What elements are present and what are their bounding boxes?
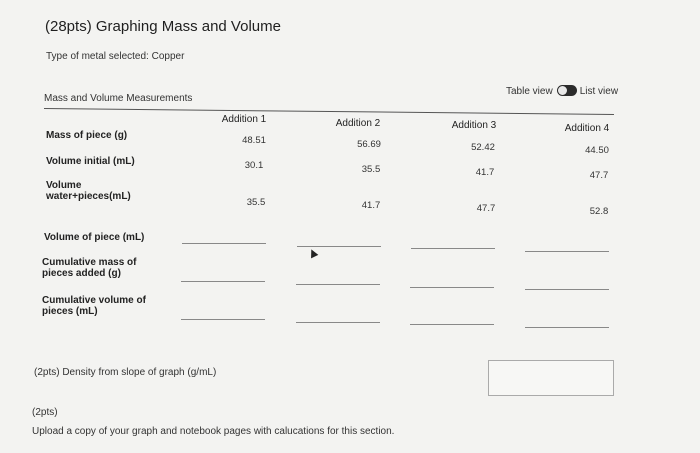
cell-mass-2: 56.69 — [357, 139, 381, 150]
cell-volume-initial-4: 47.7 — [589, 170, 609, 181]
view-toggle-switch[interactable] — [557, 85, 577, 96]
column-header-addition-2: Addition 2 — [335, 118, 381, 129]
input-cumulative-volume-2[interactable] — [296, 322, 380, 323]
cell-mass-1: 48.51 — [242, 135, 266, 146]
input-cumulative-mass-3[interactable] — [410, 287, 494, 288]
upload-instructions: Upload a copy of your graph and notebook pages with calucations for this section. — [32, 426, 395, 437]
input-volume-of-piece-2[interactable] — [297, 246, 381, 247]
input-volume-of-piece-3[interactable] — [411, 248, 495, 249]
page-title: (28pts) Graphing Mass and Volume — [45, 18, 281, 35]
cell-volume-initial-2: 35.5 — [361, 164, 381, 175]
table-header-divider — [44, 108, 614, 115]
row-label-line-1: Cumulative volume of — [42, 295, 146, 306]
row-label-line-1: Cumulative mass of — [42, 257, 137, 268]
cell-mass-4: 44.50 — [585, 145, 609, 156]
list-view-label: List view — [579, 86, 619, 97]
cell-mass-3: 52.42 — [471, 142, 495, 153]
cell-volume-total-4: 52.8 — [589, 206, 609, 217]
cell-volume-initial-1: 30.1 — [244, 160, 264, 171]
input-cumulative-mass-2[interactable] — [296, 284, 380, 285]
view-toggle[interactable] — [506, 85, 618, 97]
input-volume-of-piece-1[interactable] — [182, 243, 266, 244]
cell-volume-total-2: 41.7 — [361, 200, 381, 211]
row-label-mass: Mass of piece (g) — [46, 130, 128, 141]
row-label-cumulative-mass — [42, 257, 136, 279]
section-title: Mass and Volume Measurements — [44, 93, 193, 104]
row-label-line-2: pieces added (g) — [42, 268, 121, 279]
cell-volume-total-3: 47.7 — [476, 203, 496, 214]
row-label-line-2: pieces (mL) — [42, 306, 98, 317]
mouse-cursor-icon — [308, 248, 319, 259]
density-input[interactable] — [488, 360, 614, 396]
row-label-volume-of-piece: Volume of piece (mL) — [44, 232, 145, 243]
column-header-addition-1: Addition 1 — [221, 114, 267, 125]
input-cumulative-mass-4[interactable] — [525, 289, 609, 290]
input-cumulative-volume-4[interactable] — [525, 327, 609, 328]
row-label-line-1: Volume — [46, 180, 82, 191]
column-header-addition-3: Addition 3 — [451, 120, 497, 131]
density-label: (2pts) Density from slope of graph (g/mL) — [34, 367, 217, 378]
row-label-line-2: water+pieces(mL) — [46, 191, 131, 202]
input-cumulative-volume-3[interactable] — [410, 324, 494, 325]
table-view-label: Table view — [506, 86, 553, 97]
upload-points: (2pts) — [32, 407, 58, 418]
input-cumulative-mass-1[interactable] — [181, 281, 265, 282]
row-label-cumulative-volume — [42, 295, 146, 317]
input-volume-of-piece-4[interactable] — [525, 251, 609, 252]
column-header-addition-4: Addition 4 — [564, 123, 610, 134]
row-label-volume-initial: Volume initial (mL) — [46, 156, 135, 167]
metal-selected-label: Type of metal selected: Copper — [46, 51, 185, 62]
cell-volume-initial-3: 41.7 — [475, 167, 495, 178]
input-cumulative-volume-1[interactable] — [181, 319, 265, 320]
row-label-volume-water-pieces — [46, 180, 131, 202]
cell-volume-total-1: 35.5 — [246, 197, 266, 208]
